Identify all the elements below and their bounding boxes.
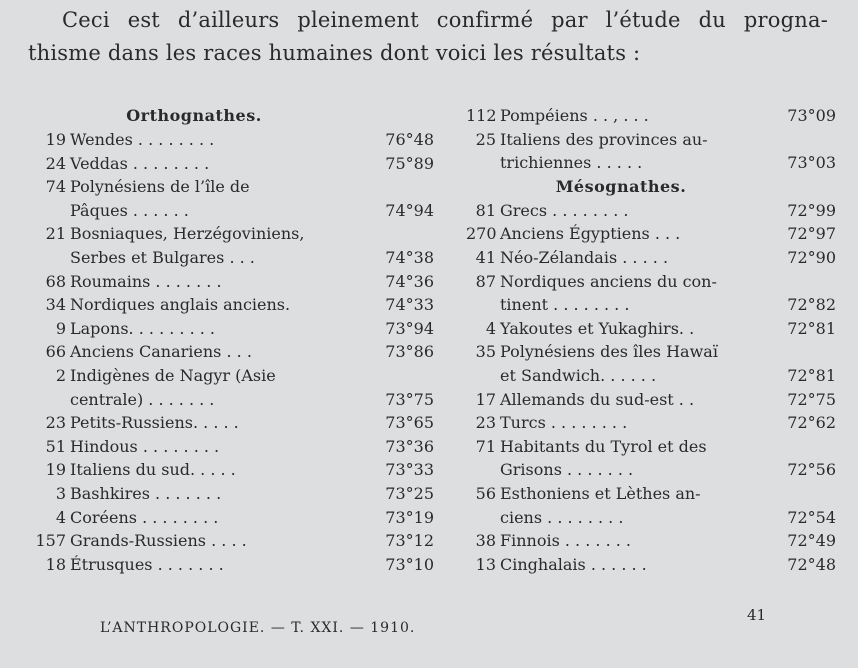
sample-count: 21 (45, 224, 66, 244)
population-name: Indigènes de Nagyr (Asie (70, 365, 276, 385)
prognathism-value: 73°03 (787, 153, 836, 173)
prognathism-value: 74°94 (385, 200, 434, 220)
table-row (24, 152, 434, 176)
sample-count: 41 (475, 247, 496, 267)
table-row (466, 104, 836, 128)
population-name: ciens . . . . . . . . (500, 507, 624, 527)
table-row (24, 411, 434, 435)
sample-count: 2 (55, 365, 66, 385)
population-name: centrale) . . . . . . . (70, 389, 215, 409)
table-row (24, 529, 434, 553)
table-row (466, 529, 836, 553)
sample-count: 74 (45, 177, 66, 197)
population-name: Veddas . . . . . . . . (70, 153, 210, 173)
table-row (24, 553, 434, 577)
population-name: Pompéiens . . , . . . (500, 106, 649, 125)
intro-line-1: Ceci est d’ailleurs pleinement confirmé par l’étude du progna- (62, 8, 828, 32)
population-name: trichiennes . . . . . (500, 153, 643, 173)
sample-count: 3 (55, 483, 66, 503)
intro-line-2: thisme dans les races humaines dont voici les résultats : (28, 41, 641, 65)
sample-count: 81 (475, 200, 496, 220)
sample-count: 4 (55, 507, 66, 527)
sample-count: 13 (475, 554, 496, 574)
sample-count: 157 (35, 531, 66, 551)
population-name: Hindous . . . . . . . . (70, 436, 220, 456)
population-name: Italiens du sud. . . . . (70, 460, 236, 480)
sample-count: 17 (475, 389, 496, 409)
sample-count: 19 (45, 130, 66, 149)
prognathism-value: 72°99 (787, 200, 836, 220)
prognathism-value: 72°97 (787, 224, 836, 244)
prognathism-value: 72°56 (787, 460, 836, 480)
population-name: Bashkires . . . . . . . (70, 483, 222, 503)
prognathism-value: 73°33 (385, 460, 434, 480)
population-name: Allemands du sud-est . . (500, 389, 695, 409)
prognathism-value: 72°48 (787, 554, 836, 574)
mesognathes-list (466, 199, 836, 577)
table-row (24, 222, 434, 269)
prognathism-value: 72°54 (787, 507, 836, 527)
population-name: Polynésiens de l’île de (70, 177, 250, 197)
population-name: Pâques . . . . . . (70, 200, 189, 220)
table-row (24, 175, 434, 222)
sample-count: 19 (45, 460, 66, 480)
prognathism-value: 73°86 (385, 342, 434, 362)
population-name: Polynésiens des îles Hawaï (500, 342, 718, 362)
population-name: Italiens des provinces au- (500, 129, 708, 149)
sample-count: 68 (45, 271, 66, 291)
population-name: Wendes . . . . . . . . (70, 130, 215, 149)
prognathism-value: 76°48 (385, 130, 434, 149)
table-row (24, 128, 434, 152)
population-name: Finnois . . . . . . . (500, 531, 631, 551)
population-name: Anciens Égyptiens . . . (500, 224, 681, 244)
running-footer: L’ANTHROPOLOGIE. — T. XXI. — 1910. (100, 620, 416, 636)
table-row (466, 222, 836, 246)
table-row (24, 482, 434, 506)
table-row (466, 388, 836, 412)
table-row (466, 246, 836, 270)
prognathism-value: 73°25 (385, 483, 434, 503)
table-row (466, 270, 836, 317)
prognathism-value: 73°75 (385, 389, 434, 409)
population-name: Habitants du Tyrol et des (500, 436, 707, 456)
prognathism-value: 73°10 (385, 554, 434, 574)
sample-count: 23 (45, 413, 66, 433)
table-row (466, 317, 836, 341)
population-name: Néo-Zélandais . . . . . (500, 247, 669, 267)
population-name: Grands-Russiens . . . . (70, 531, 247, 551)
prognathism-value: 73°09 (787, 106, 836, 125)
population-name: Yakoutes et Yukaghirs. . (500, 318, 695, 338)
prognathism-value: 73°36 (385, 436, 434, 456)
table-row (24, 270, 434, 294)
sample-count: 38 (475, 531, 496, 551)
sample-count: 35 (475, 342, 496, 362)
sample-count: 112 (466, 106, 497, 125)
table-row (466, 482, 836, 529)
prognathism-value: 72°81 (787, 318, 836, 338)
prognathism-value: 74°38 (385, 247, 434, 267)
prognathism-value: 72°81 (787, 365, 836, 385)
table-row (24, 364, 434, 411)
table-row (466, 411, 836, 435)
population-name: Serbes et Bulgares . . . (70, 247, 255, 267)
table-row (24, 340, 434, 364)
population-name: tinent . . . . . . . . (500, 295, 630, 315)
sample-count: 56 (475, 483, 496, 503)
population-name: Lapons. . . . . . . . . (70, 318, 216, 338)
sample-count: 66 (45, 342, 66, 362)
sample-count: 23 (475, 413, 496, 433)
table-row (24, 458, 434, 482)
prognathism-value: 75°89 (385, 153, 434, 173)
sample-count: 51 (45, 436, 66, 456)
table-row (24, 293, 434, 317)
sample-count: 270 (466, 224, 497, 244)
table-row (466, 435, 836, 482)
prognathism-value: 73°12 (385, 531, 434, 551)
prognathism-value: 73°19 (385, 507, 434, 527)
sample-count: 18 (45, 554, 66, 574)
sample-count: 25 (475, 129, 496, 149)
mesognathes-heading: Mésognathes. (555, 176, 687, 196)
prognathism-value: 72°75 (787, 389, 836, 409)
sample-count: 9 (55, 318, 66, 338)
sample-count: 4 (485, 318, 496, 338)
population-name: Étrusques . . . . . . . (70, 554, 224, 574)
population-name: Esthoniens et Lèthes an- (500, 483, 701, 503)
mesognathes-column (466, 104, 836, 576)
table-row (466, 340, 836, 387)
sample-count: 34 (45, 295, 66, 315)
table-row (466, 199, 836, 223)
prognathism-value: 72°62 (787, 413, 836, 433)
population-name: Roumains . . . . . . . (70, 271, 222, 291)
prognathism-value: 72°49 (787, 531, 836, 551)
table-row (24, 317, 434, 341)
population-name: Grecs . . . . . . . . (500, 200, 629, 220)
table-row (466, 128, 836, 175)
prognathism-value: 73°94 (385, 318, 434, 338)
population-name: Turcs . . . . . . . . (500, 413, 628, 433)
orthognathes-heading: Orthognathes. (126, 106, 262, 125)
sample-count: 87 (475, 271, 496, 291)
population-name: Coréens . . . . . . . . (70, 507, 219, 527)
population-name: Grisons . . . . . . . (500, 460, 634, 480)
table-row (466, 553, 836, 577)
prognathism-value: 74°33 (385, 295, 434, 315)
table-row (24, 506, 434, 530)
orthognathes-column (24, 104, 434, 576)
table-row (24, 435, 434, 459)
population-name: Nordiques anciens du con- (500, 271, 717, 291)
population-name: Bosniaques, Herzégoviniens, (70, 224, 305, 244)
orthognathes-continued-list (466, 104, 836, 175)
population-name: Anciens Canariens . . . (70, 342, 252, 362)
intro-paragraph (28, 4, 828, 70)
prognathism-value: 74°36 (385, 271, 434, 291)
population-name: Nordiques anglais anciens. (70, 295, 291, 315)
sample-count: 71 (475, 436, 496, 456)
prognathism-value: 73°65 (385, 413, 434, 433)
page-number: 41 (747, 606, 767, 624)
sample-count: 24 (45, 153, 66, 173)
population-name: Cinghalais . . . . . . (500, 554, 647, 574)
prognathism-value: 72°82 (787, 295, 836, 315)
population-name: Petits-Russiens. . . . . (70, 413, 239, 433)
prognathism-value: 72°90 (787, 247, 836, 267)
population-name: et Sandwich. . . . . . (500, 365, 657, 385)
